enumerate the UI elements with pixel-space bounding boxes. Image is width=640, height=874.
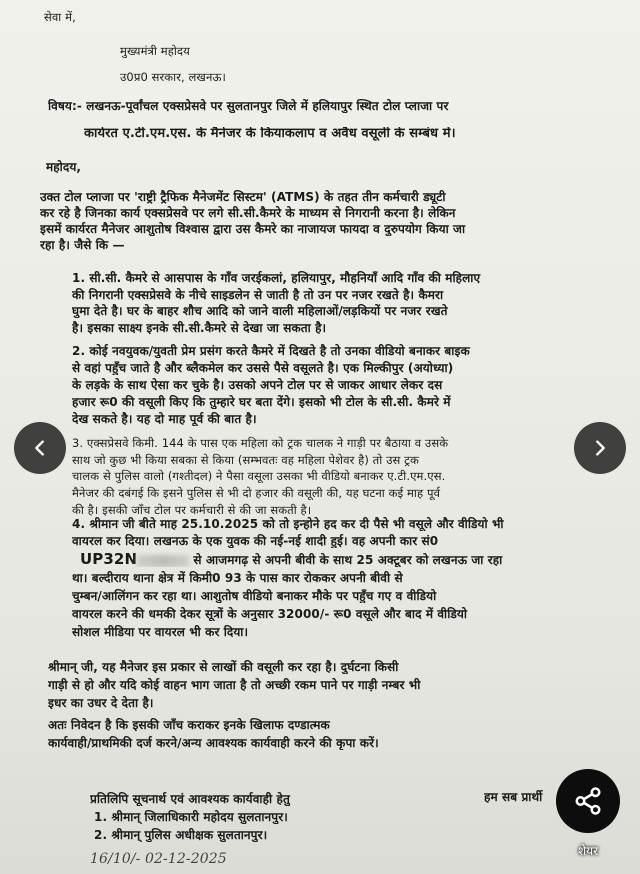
point-2-line: 2. कोई नवयुवक/युवती प्रेम प्रसंग करते कैमरे में दिखते है तो उनका वीडियो बनाकर बाइक [72,344,470,358]
point-2-line: के लड़के के साथ ऐसा कर चुके है। उसको अपने टोल पर से जाकर आधार लेकर दस [72,378,443,392]
chevron-right-icon [589,437,611,459]
intro-line: कर रहे है जिनका कार्य एक्सप्रेसवे पर लगे सी.सी.कैमरे के माध्यम से निगरानी करना है। लेकिन [40,206,456,220]
point-2-line: देख सकते है। यह दो माह पूर्व की बात है। [72,412,257,426]
point-3-line: की है। इसकी जाँच टोल पर कर्मचारी से की जा सकती है। [72,503,312,517]
address: उ0प्र0 सरकार, लखनऊ। [120,70,227,84]
intro-line: रहा है। जैसे कि — [40,238,125,252]
point-1-line: है। इसका साक्ष्य इनके सी.सी.कैमरे से देखा जा सकता है। [72,321,327,335]
subject-line-1: विषय:- लखनऊ-पूर्वांचल एक्सप्रेसवे पर सुलतानपुर जिले में हलियापुर स्थित टोल प्लाजा पर [48,99,449,113]
closing-line: गाड़ी से हो और यदि कोई वाहन भाग जाता है तो अच्छी रकम पाने पर गाड़ी नम्बर भी [48,678,421,692]
point-2-line: हजार रू0 की वसूली किए कि तुम्हारे घर बता देंगे। इसको भी टोल के सी.सी. कैमरे में [72,395,451,409]
point-3-line: 3. एक्सप्रेसवे किमी. 144 के पास एक महिला को ट्रक चालक ने गाड़ी पर बैठाया व उसके [72,436,449,450]
greeting: महोदय, [46,160,82,174]
chevron-left-icon [29,437,51,459]
share-icon [573,786,603,816]
copy-heading: प्रतिलिपि सूचनार्थ एवं आवश्यक कार्यवाही हेतु [90,792,290,806]
handwritten-date: 16/10/- 02-12-2025 [90,852,227,866]
point-4-line: से आजमगढ़ से अपनी बीवी के साथ 25 अक्टूबर को लखनऊ जा रहा [193,553,503,567]
copy-recipient-1: 1. श्रीमान् जिलाधिकारी महोदय सुलतानपुर। [94,810,288,824]
point-4-line: वायरल करने की धमकी देकर सूत्रों के अनुसार 32000/- रू0 वसूले और बाद में वीडियो [72,607,468,621]
previous-image-button[interactable] [14,422,66,474]
point-2-line: से वहां पहुँच जाते है और ब्लैकमेल कर उससे पैसे वसूलते है। एक मिल्कीपुर (अयोध्या) [72,361,454,375]
signature: हम सब प्रार्थी [484,790,543,804]
addressee: मुख्यमंत्री महोदय [120,44,190,58]
subject-line-2: कार्यरत ए.टी.एम.एस. के मैनेजर के कियाकलाप व अवैध वसूली के सम्बंध में। [84,127,456,141]
closing-line: अतः निवेदन है कि इसकी जाँच कराकर इनके खिलाफ दण्डात्मक [48,718,330,732]
closing-line: कार्यवाही/प्राथमिकी दर्ज करने/अन्य आवश्यक कार्यवाही करने की कृपा करें। [48,736,379,750]
next-image-button[interactable] [574,422,626,474]
point-4-line: वायरल कर दिया। लखनऊ के एक युवक की नई-नई शादी हुई। वह अपनी कार सं0 [72,534,439,548]
point-1-line: 1. सी.सी. कैमरे से आसपास के गाँव जरईकलां, हलियापुर, मौहनियाँ आदि गाँव की महिलाए [72,271,481,285]
share-label: शेयर [577,844,599,858]
point-3-line: चालक से पुलिस वालो (गश्तीदल) ने पैसा वसूला उसका भी वीडियो बनाकर ए.टी.एम.एस. [72,469,446,483]
copy-recipient-2: 2. श्रीमान् पुलिस अधीक्षक सुलतानपुर। [94,828,268,842]
intro-line: इसमें कार्यरत मैनेजर आशुतोष विश्वास द्वारा उस कैमरे का नाजायज फायदा व दुरुपयोग किया जा [40,222,466,236]
point-1-line: घुमा देते है। घर के बाहर शौच आदि को जाने वाली महिलाओं/लड़कियों पर नजर रखते [72,304,448,318]
salutation-to: सेवा में, [44,10,76,24]
point-4-car-line [80,552,626,567]
point-4-line: 4. श्रीमान जी बीते माह 25.10.2025 को तो इन्होने हद कर दी पैसे भी वसूले और वीडियो भी [72,517,504,531]
car-number: UP32N [80,552,138,567]
point-1-line: की निगरानी एक्सप्रेसवे के नीचे साइडलेन से जाती है तो उन पर नजर रखते है। कैमरा [72,288,444,302]
point-3-line: मैनेजर की दबंगई कि इसने पुलिस से भी दो हजार की वसूली की, यह घटना कई माह पूर्व [72,486,441,500]
point-4-line: चुम्बन/आलिंगन कर रहा था। आशुतोष वीडियो बनाकर मौके पर पहुँच गए व वीडियो [72,589,437,603]
point-3-line: साथ जो कुछ भी किया सबका से किया (सम्भवतः वह महिला पेशेवर है) तो उस ट्रक [72,453,419,467]
closing-line: श्रीमान् जी, यह मैनेजर इस प्रकार से लाखों की वसूली कर रहा है। दुर्घटना किसी [48,660,399,674]
share-button[interactable] [556,769,620,833]
point-4-line: सोशल मीडिया पर वायरल भी कर दिया। [72,625,249,639]
redacted-mark [137,555,189,567]
point-4-line: था। बल्दीराय थाना क्षेत्र में किमी0 93 के पास कार रोककर अपनी बीवी से [72,571,403,585]
intro-line: उक्त टोल प्लाजा पर 'राष्ट्री ट्रैफिक मैनेजमेंट सिस्टम' (ATMS) के तहत तीन कर्मचारी ड्यूटी [40,190,446,204]
closing-line: इधर का उधर दे देता है। [48,696,154,710]
